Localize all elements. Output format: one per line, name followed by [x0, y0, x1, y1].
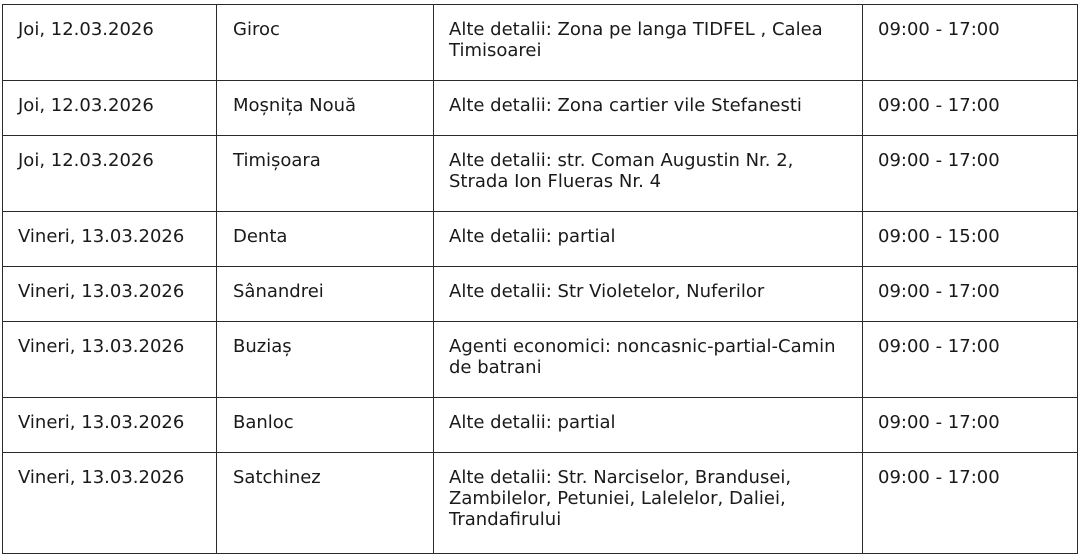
location-text: Buziaș: [233, 336, 292, 357]
date-cell: [3, 398, 217, 453]
hours-cell: [863, 398, 1078, 453]
details-cell: [434, 453, 863, 554]
date-text: Joi, 12.03.2026: [18, 150, 154, 171]
location-cell: [217, 398, 434, 453]
date-cell: [3, 212, 217, 267]
date-cell: [3, 267, 217, 322]
details-cell: [434, 398, 863, 453]
hours-cell: [863, 267, 1078, 322]
location-cell: [217, 322, 434, 398]
details-text: Alte detalii: partial: [449, 226, 616, 247]
details-text: Alte detalii: partial: [449, 412, 616, 433]
table-row: [3, 398, 1078, 453]
date-text: Vineri, 13.03.2026: [18, 412, 185, 433]
location-cell: [217, 453, 434, 554]
details-text: Alte detalii: Zona pe langa TIDFEL , Calea Timisoarei: [449, 19, 823, 61]
date-text: Vineri, 13.03.2026: [18, 336, 185, 357]
table-row: [3, 81, 1078, 136]
hours-cell: [863, 81, 1078, 136]
table-row: [3, 5, 1078, 81]
hours-text: 09:00 - 15:00: [878, 226, 1000, 247]
table-row: [3, 322, 1078, 398]
location-text: Sânandrei: [233, 281, 324, 302]
details-cell: [434, 136, 863, 212]
location-text: Denta: [233, 226, 288, 247]
date-cell: [3, 136, 217, 212]
table-row: [3, 136, 1078, 212]
date-cell: [3, 81, 217, 136]
date-text: Vineri, 13.03.2026: [18, 467, 185, 488]
location-text: Giroc: [233, 19, 280, 40]
date-text: Joi, 12.03.2026: [18, 95, 154, 116]
location-text: Banloc: [233, 412, 294, 433]
location-cell: [217, 5, 434, 81]
hours-text: 09:00 - 17:00: [878, 95, 1000, 116]
date-text: Joi, 12.03.2026: [18, 19, 154, 40]
outage-schedule-table: [2, 4, 1078, 554]
location-text: Moșnița Nouă: [233, 95, 357, 116]
details-text: Alte detalii: str. Coman Augustin Nr. 2, Strada Ion Flueras Nr. 4: [449, 150, 794, 192]
details-cell: [434, 81, 863, 136]
date-cell: [3, 5, 217, 81]
hours-text: 09:00 - 17:00: [878, 336, 1000, 357]
location-cell: [217, 267, 434, 322]
details-cell: [434, 5, 863, 81]
details-cell: [434, 212, 863, 267]
location-cell: [217, 212, 434, 267]
hours-cell: [863, 453, 1078, 554]
hours-text: 09:00 - 17:00: [878, 412, 1000, 433]
details-text: Agenti economici: noncasnic-partial-Camin de batrani: [449, 336, 836, 378]
location-cell: [217, 136, 434, 212]
table-row: [3, 453, 1078, 554]
hours-cell: [863, 5, 1078, 81]
date-text: Vineri, 13.03.2026: [18, 281, 185, 302]
location-text: Timișoara: [233, 150, 321, 171]
details-text: Alte detalii: Str Violetelor, Nuferilor: [449, 281, 765, 302]
hours-cell: [863, 212, 1078, 267]
details-cell: [434, 267, 863, 322]
details-text: Alte detalii: Str. Narciselor, Brandusei, Zambilelor, Petuniei, Lalelelor, Daliei, Trandafirului: [449, 467, 792, 530]
hours-cell: [863, 322, 1078, 398]
date-cell: [3, 453, 217, 554]
details-text: Alte detalii: Zona cartier vile Stefanesti: [449, 95, 802, 116]
hours-text: 09:00 - 17:00: [878, 281, 1000, 302]
hours-text: 09:00 - 17:00: [878, 19, 1000, 40]
location-cell: [217, 81, 434, 136]
table-row: [3, 267, 1078, 322]
hours-text: 09:00 - 17:00: [878, 467, 1000, 488]
date-cell: [3, 322, 217, 398]
table-row: [3, 212, 1078, 267]
location-text: Satchinez: [233, 467, 321, 488]
hours-text: 09:00 - 17:00: [878, 150, 1000, 171]
details-cell: [434, 322, 863, 398]
date-text: Vineri, 13.03.2026: [18, 226, 185, 247]
hours-cell: [863, 136, 1078, 212]
